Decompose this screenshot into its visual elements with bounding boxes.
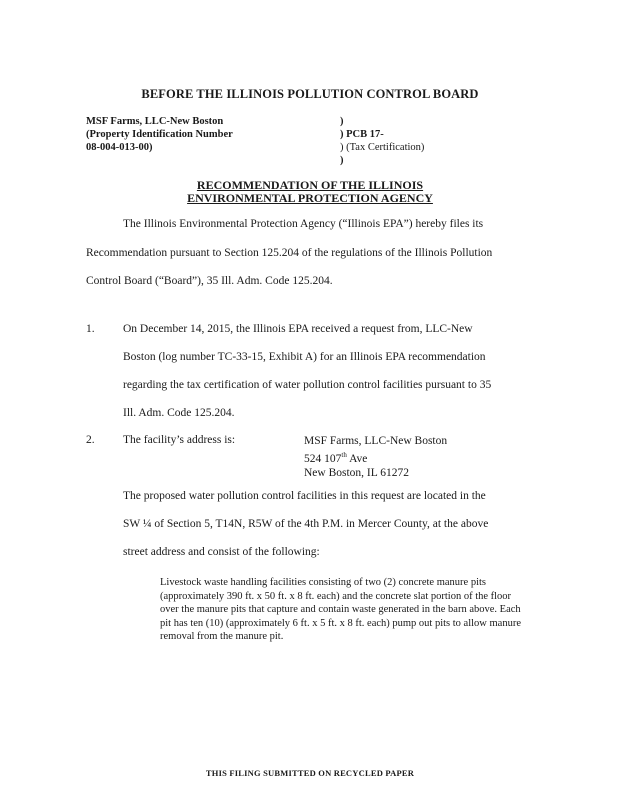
paragraph-line: SW ¼ of Section 5, T14N, R5W of the 4th P.M. in Mercer County, at the above xyxy=(123,518,489,530)
facility-address xyxy=(304,434,447,480)
paragraph-line: Boston (log number TC-33-15, Exhibit A) for an Illinois EPA recommendation xyxy=(123,351,486,363)
caption-party-line: 08-004-013-00) xyxy=(86,142,153,153)
street-number: 524 107 xyxy=(304,452,342,465)
case-caption-parties xyxy=(86,115,233,154)
caption-party-line: MSF Farms, LLC-New Boston xyxy=(86,116,224,127)
paragraph-number: 2. xyxy=(86,434,95,446)
paragraph-line: Ill. Adm. Code 125.204. xyxy=(123,407,235,419)
paragraph-line: regarding the tax certification of water pollution control facilities pursuant to 35 xyxy=(123,379,492,391)
heading-line: RECOMMENDATION OF THE ILLINOIS xyxy=(196,178,424,192)
intro-line: Recommendation pursuant to Section 125.204 of the regulations of the Illinois Pollution xyxy=(86,247,493,259)
paragraph-line: The proposed water pollution control facilities in this request are located in the xyxy=(123,490,486,502)
ordinal-suffix: th xyxy=(341,451,347,459)
caption-bracket: ) xyxy=(340,155,344,166)
caption-case-type: ) (Tax Certification) xyxy=(340,142,425,153)
intro-line: Control Board (“Board”), 35 Ill. Adm. Code 125.204. xyxy=(86,275,333,287)
case-caption-number xyxy=(340,115,424,167)
caption-bracket: ) xyxy=(340,116,344,127)
address-line xyxy=(304,448,447,466)
paragraph-line: On December 14, 2015, the Illinois EPA received a request from, LLC-New xyxy=(123,323,473,335)
recycled-paper-footer: THIS FILING SUBMITTED ON RECYCLED PAPER xyxy=(205,768,415,778)
intro-line: The Illinois Environmental Protection Agency (“Illinois EPA”) hereby files its xyxy=(123,218,484,230)
paragraph-number: 1. xyxy=(86,323,95,335)
caption-party-line: (Property Identification Number xyxy=(86,129,233,140)
recommendation-heading xyxy=(0,179,620,205)
address-label: The facility’s address is: xyxy=(123,434,236,446)
address-line: New Boston, IL 61272 xyxy=(304,466,409,479)
facility-description: Livestock waste handling facilities consisting of two (2) concrete manure pits (approximately 390 ft. x 50 ft. x 8 ft. each) and the concrete slat portion of the floor over the manure pits that capture and contain waste generated in the barn above. Each pit has ten (10) (approximately 6 ft. x 5 ft. x 8 ft. each) pump out pits to allow manure removal from the manure pit. xyxy=(160,577,521,642)
paragraph-line: street address and consist of the following: xyxy=(123,546,320,558)
address-line: MSF Farms, LLC-New Boston xyxy=(304,435,448,447)
street-name: Ave xyxy=(346,452,368,465)
caption-case-number: ) PCB 17- xyxy=(340,129,384,140)
document-title: BEFORE THE ILLINOIS POLLUTION CONTROL BOARD xyxy=(141,87,479,101)
heading-line: ENVIRONMENTAL PROTECTION AGENCY xyxy=(187,191,433,205)
